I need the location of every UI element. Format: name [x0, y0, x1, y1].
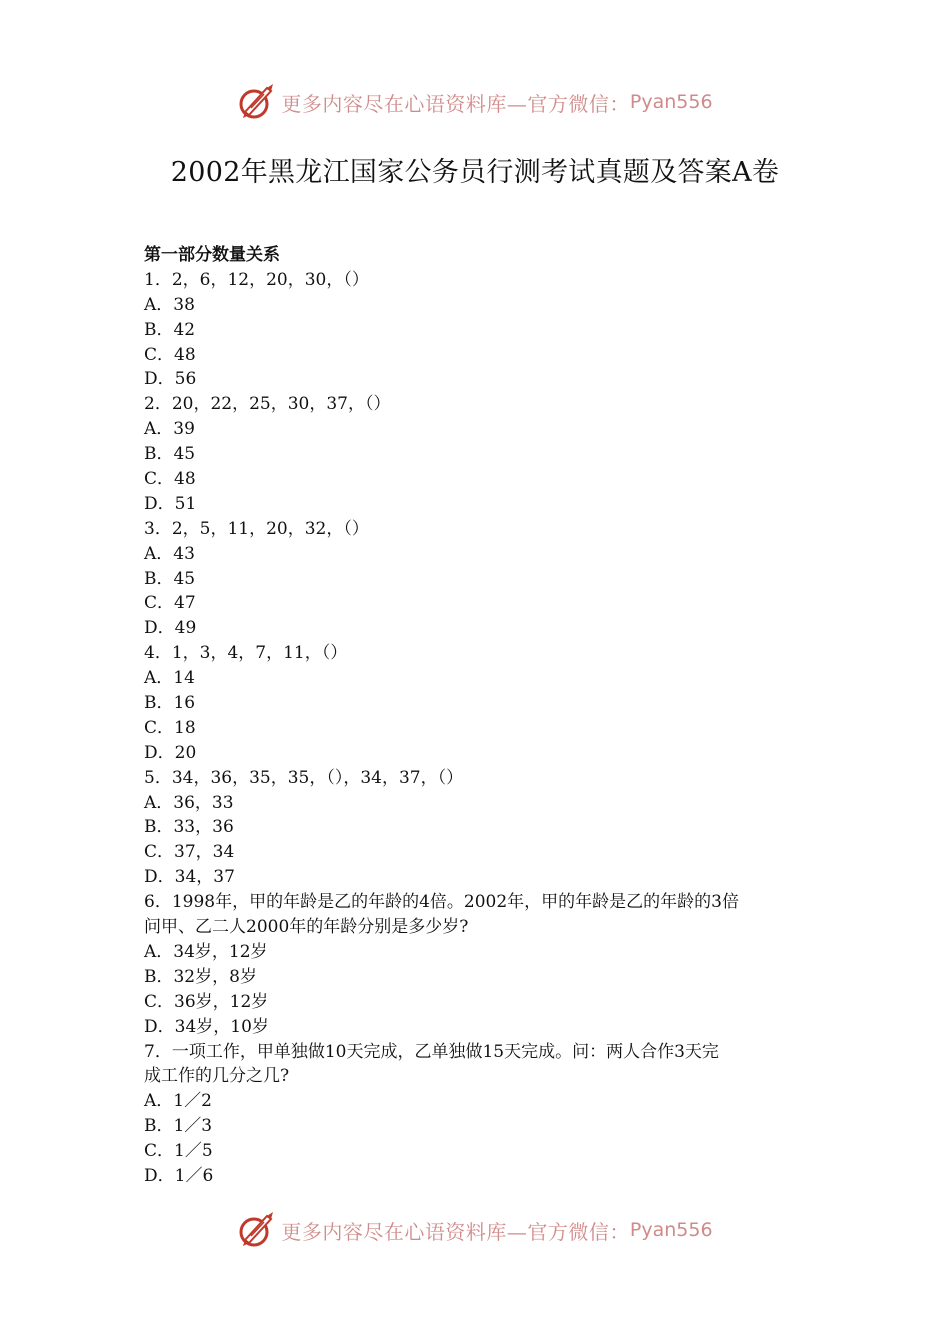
- option-line: D．49: [144, 618, 197, 639]
- option-line: A．38: [144, 294, 195, 315]
- quill-pen-logo-icon: [237, 1210, 277, 1250]
- option-line: A．1／2: [144, 1091, 212, 1112]
- option-line: D．1／6: [144, 1165, 214, 1186]
- document-body: [144, 243, 814, 1189]
- option-line: A．34岁，12岁: [144, 941, 268, 962]
- option-line: C．48: [144, 344, 196, 365]
- banner-wechat-id: Pyan556: [629, 1219, 713, 1241]
- option-line: B．32岁，8岁: [144, 966, 257, 987]
- option-line: D．51: [144, 493, 197, 514]
- option-line: B．16: [144, 693, 196, 714]
- question-5: 5．34，36，35，35，（），34，37，（）: [144, 767, 464, 788]
- option-line: A．14: [144, 668, 195, 689]
- option-line: A．43: [144, 543, 195, 564]
- question-6-cont: 问甲、乙二人2000年的年龄分别是多少岁?: [144, 917, 469, 938]
- banner-text: 更多内容尽在心语资料库—官方微信：: [281, 1219, 630, 1244]
- option-line: C．18: [144, 717, 196, 738]
- header-banner: [0, 80, 950, 124]
- document-title: 2002年黑龙江国家公务员行测考试真题及答案A卷: [170, 157, 780, 188]
- question-2: 2．20，22，25，30，37，（）: [144, 394, 391, 415]
- question-7: 7．一项工作，甲单独做10天完成，乙单独做15天完成。问：两人合作3天完: [144, 1041, 719, 1062]
- footer-banner: [0, 1208, 950, 1252]
- option-line: D．34岁，10岁: [144, 1016, 269, 1037]
- question-1: 1．2，6，12，20，30，（）: [144, 269, 369, 290]
- option-line: B．33，36: [144, 817, 234, 838]
- option-line: D．34，37: [144, 867, 235, 888]
- banner-wechat-id: Pyan556: [629, 91, 713, 113]
- section-heading: 第一部分数量关系: [144, 245, 280, 265]
- banner-text: 更多内容尽在心语资料库—官方微信：: [281, 91, 630, 116]
- quill-pen-logo-icon: [237, 82, 277, 122]
- option-line: C．48: [144, 469, 196, 490]
- option-line: C．47: [144, 593, 196, 614]
- option-line: C．1／5: [144, 1141, 213, 1162]
- option-line: B．1／3: [144, 1116, 213, 1137]
- option-line: B．45: [144, 568, 196, 589]
- question-7-cont: 成工作的几分之几?: [144, 1066, 290, 1087]
- option-line: A．39: [144, 419, 195, 440]
- option-line: D．56: [144, 369, 197, 390]
- option-line: D．20: [144, 742, 197, 763]
- option-line: C．36岁，12岁: [144, 991, 269, 1012]
- option-line: C．37，34: [144, 842, 235, 863]
- option-line: A．36，33: [144, 792, 234, 813]
- question-3: 3．2，5，11，20，32，（）: [144, 518, 369, 539]
- option-line: B．42: [144, 319, 196, 340]
- question-4: 4．1，3，4，7，11，（）: [144, 643, 348, 664]
- option-line: B．45: [144, 444, 196, 465]
- question-6: 6．1998年，甲的年龄是乙的年龄的4倍。2002年，甲的年龄是乙的年龄的3倍: [144, 892, 739, 913]
